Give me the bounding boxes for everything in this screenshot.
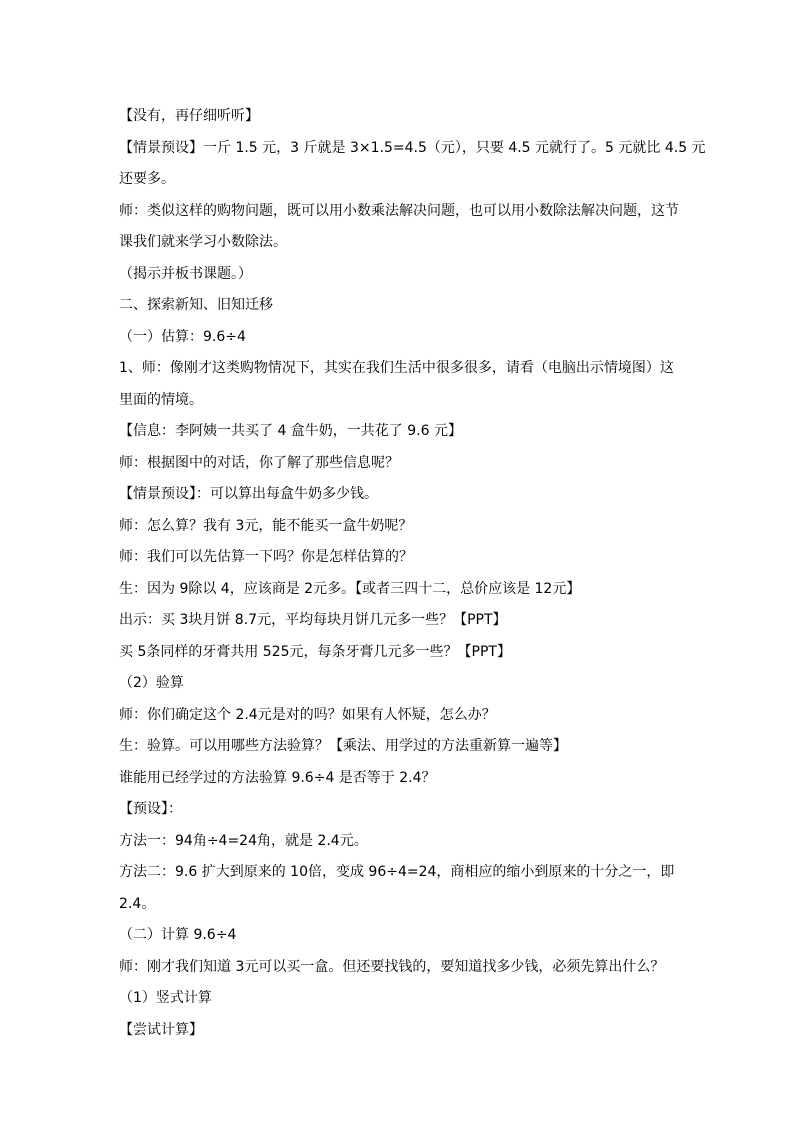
- text-line: 师：你们确定这个 2.4元是对的吗？如果有人怀疑，怎么办？: [119, 706, 496, 723]
- text-line: 买 5条同样的牙膏共用 525元，每条牙膏几元多一些？【PPT】: [119, 643, 511, 660]
- subsection-heading: （二）计算 9.6÷4: [119, 927, 237, 943]
- text-line: 里面的情境。: [119, 391, 203, 408]
- text-line: 课我们就来学习小数除法。: [119, 234, 287, 250]
- text-line: 生：因为 9除以 4，应该商是 2元多。【或者三四十二，总价应该是 12元】: [119, 580, 581, 597]
- text-line: 【信息：李阿姨一共买了 4 盒牛奶，一共花了 9.6 元】: [119, 423, 462, 439]
- text-line: 生：验算。可以用哪些方法验算？【乘法、用学过的方法重新算一遍等】: [119, 738, 567, 754]
- text-line: 师：刚才我们知道 3元可以买一盒。但还要找钱的，要知道找多少钱，必须先算出什么？: [119, 958, 665, 975]
- text-line: 【没有，再仔细听听】: [119, 108, 259, 124]
- text-line: 【情景预设】：可以算出每盒牛奶多少钱。: [119, 486, 378, 502]
- text-line: 2.4。: [119, 895, 156, 912]
- subsection-heading: （1）竖式计算: [119, 990, 212, 1006]
- subsection-heading: （一）估算：9.6÷4: [119, 328, 246, 345]
- text-line: 师：根据图中的对话，你了解了那些信息呢？: [119, 454, 399, 471]
- text-line: 【预设】：: [119, 801, 182, 817]
- document-body: [119, 101, 706, 1046]
- text-line: 【尝试计算】: [119, 1021, 203, 1038]
- text-line: （揭示并板书课题。）: [119, 265, 252, 282]
- text-line: 方法二：9.6 扩大到原来的 10倍，变成 96÷4=24，商相应的缩小到原来的十分之一，即: [119, 864, 675, 880]
- text-line: 师：怎么算？我有 3元，能不能买一盒牛奶呢？: [119, 517, 413, 534]
- text-line: 1、师：像刚才这类购物情况下，其实在我们生活中很多很多，请看（电脑出示情境图）这: [119, 360, 674, 376]
- text-line: 【情景预设】一斤 1.5 元，3 斤就是 3×1.5=4.5（元），只要 4.5 元就行了。5 元就比 4.5 元: [119, 139, 706, 156]
- text-line: 师：我们可以先估算一下吗？你是怎样估算的？: [119, 549, 413, 565]
- text-line: 出示：买 3块月饼 8.7元，平均每块月饼几元多一些？【PPT】: [119, 612, 507, 628]
- text-line: 师：类似这样的购物问题，既可以用小数乘法解决问题，也可以用小数除法解决问题，这节: [119, 202, 679, 219]
- text-line: 谁能用已经学过的方法验算 9.6÷4 是否等于 2.4？: [119, 769, 436, 786]
- subsection-heading: （2）验算: [119, 675, 184, 691]
- section-heading: 二、探索新知、旧知迁移: [119, 297, 273, 313]
- text-line: 方法一：94角÷4=24角，就是 2.4元。: [119, 832, 368, 849]
- text-line: 还要多。: [119, 171, 175, 187]
